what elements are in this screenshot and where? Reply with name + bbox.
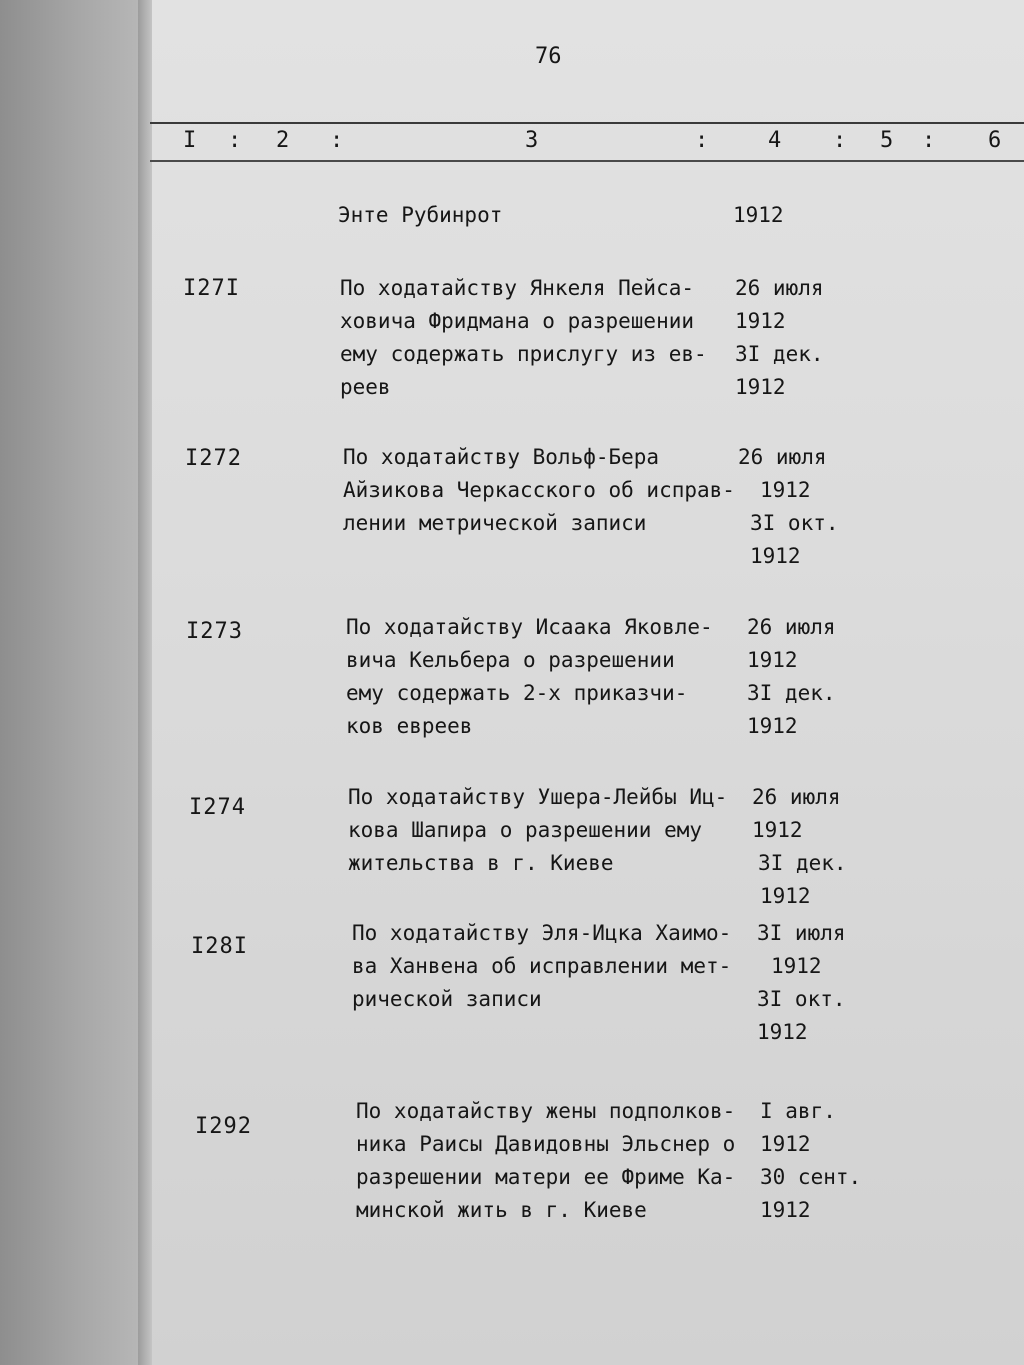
entry-dates: 3I июля 1912 3I окт. 1912 <box>757 921 846 1044</box>
header-top-rule <box>150 122 1024 124</box>
entry-dates: 26 июля 1912 3I окт. 1912 <box>738 445 839 568</box>
entry-description: По ходатайству Ушера-Лейбы Иц- кова Шапира о разрешении ему жительства в г. Киеве <box>348 785 728 875</box>
column-header-1: I <box>183 128 197 153</box>
entry-description: По ходатайству Вольф-Бера Айзикова Черкасского об исправ- лении метрической записи <box>343 445 735 535</box>
entry-number: I28I <box>191 934 248 959</box>
column-separator: : <box>833 128 847 153</box>
column-header-2: 2 <box>276 128 290 153</box>
column-header-4: 4 <box>768 128 782 153</box>
facing-page <box>0 0 150 1365</box>
entry-description: По ходатайству Эля-Ицка Хаимо- ва Ханвена об исправлении мет- рической записи <box>352 921 732 1011</box>
entry-number: I274 <box>189 795 246 820</box>
column-header-3: 3 <box>525 128 539 153</box>
entry-description: По ходатайству жены подполков- ника Раисы Давидовны Эльснер о разрешении матери ее Фриме Ка- минской жить в г. Киеве <box>356 1099 736 1222</box>
entry-dates: 26 июля 1912 3I дек. 1912 <box>747 615 836 738</box>
entry-dates: I авг. 1912 30 сент. 1912 <box>760 1099 862 1222</box>
entry-dates: 26 июля 1912 3I дек. 1912 <box>752 785 847 908</box>
header-bottom-rule <box>150 160 1024 162</box>
entry-number: I27I <box>183 276 240 301</box>
entry-description: По ходатайству Янкеля Пейса- ховича Фридмана о разрешении ему содержать прислугу из ев- реев <box>340 276 707 399</box>
column-separator: : <box>330 128 344 153</box>
entry-dates: 26 июля 1912 3I дек. 1912 <box>735 276 824 399</box>
column-header-5: 5 <box>880 128 894 153</box>
page-number: 76 <box>535 44 562 69</box>
column-separator: : <box>922 128 936 153</box>
column-separator: : <box>228 128 242 153</box>
entry-description: По ходатайству Исаака Яковле- вича Кельбера о разрешении ему содержать 2-х приказчи- ков евреев <box>346 615 713 738</box>
entry-description: Энте Рубинрот <box>338 203 503 227</box>
entry-number: I272 <box>185 446 242 471</box>
column-separator: : <box>695 128 709 153</box>
entry-dates: 1912 <box>733 203 784 227</box>
entry-number: I292 <box>195 1114 252 1139</box>
entry-number: I273 <box>186 619 243 644</box>
column-header-6: 6 <box>988 128 1002 153</box>
